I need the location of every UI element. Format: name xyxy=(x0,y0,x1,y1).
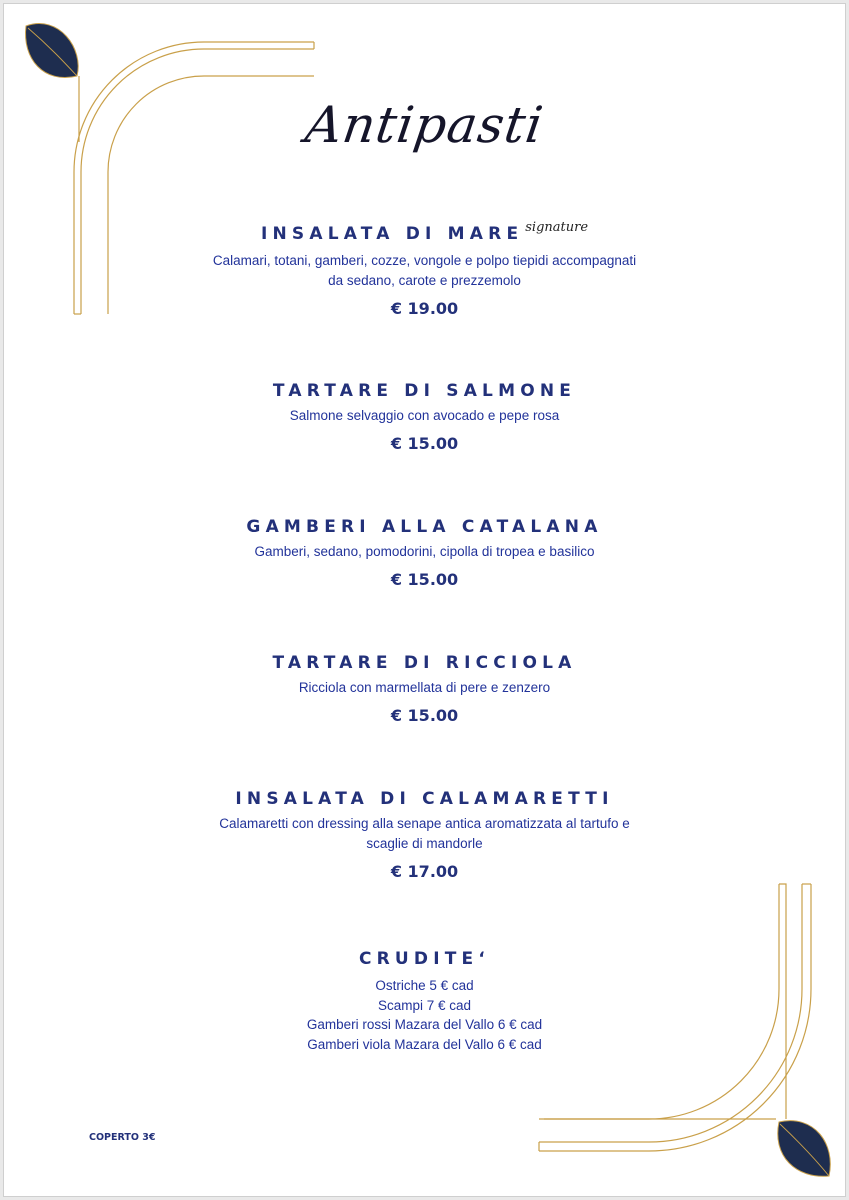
dish-name: GAMBERI ALLA CATALANA xyxy=(246,517,603,537)
dish-price: € 19.00 xyxy=(390,299,459,318)
crudite-section xyxy=(4,948,845,1054)
dish-description: Calamari, totani, gamberi, cozze, vongole e polpo tiepidi accompagnati da sedano, carote e prezzemolo xyxy=(212,253,637,288)
dish-name: TARTARE DI SALMONE xyxy=(272,381,577,401)
dish-price: € 15.00 xyxy=(390,434,459,453)
signature-tag: signature xyxy=(525,220,589,235)
page-title: Antipasti xyxy=(301,96,548,154)
leaf-icon xyxy=(26,24,79,78)
dish-description: Ricciola con marmellata di pere e zenzero xyxy=(298,680,551,695)
dish-name: INSALATA DI CALAMARETTI xyxy=(235,789,614,809)
crudite-list xyxy=(4,976,845,1054)
menu-item xyxy=(4,652,845,727)
leaf-icon xyxy=(778,1121,831,1177)
coperto-note: COPERTO 3€ xyxy=(89,1132,156,1143)
dish-price: € 17.00 xyxy=(390,862,459,881)
dish-description: Gamberi, sedano, pomodorini, cipolla di tropea e basilico xyxy=(254,544,595,559)
crudite-heading: CRUDITE‘ xyxy=(358,949,491,969)
menu-item xyxy=(4,788,845,883)
dish-price: € 15.00 xyxy=(390,570,459,589)
menu-page xyxy=(3,3,846,1197)
dish-price: € 15.00 xyxy=(390,706,459,725)
menu-item xyxy=(4,380,845,455)
menu-item xyxy=(4,516,845,591)
dish-name: INSALATA DI MARE $^{signature}$ xyxy=(260,220,589,244)
dish-description: Calamaretti con dressing alla senape antica aromatizzata al tartufo e scaglie di mandorle xyxy=(219,816,630,851)
dish-name: TARTARE DI RICCIOLA xyxy=(272,653,577,673)
list-item: Scampi 7 € cad xyxy=(377,997,472,1013)
dish-description: Salmone selvaggio con avocado e pepe rosa xyxy=(289,408,560,423)
menu-item xyxy=(4,220,845,320)
list-item: Gamberi rossi Mazara del Vallo 6 € cad xyxy=(306,1017,543,1032)
list-item: Gamberi viola Mazara del Vallo 6 € cad xyxy=(307,1036,542,1052)
list-item: Ostriche 5 € cad xyxy=(375,978,474,993)
